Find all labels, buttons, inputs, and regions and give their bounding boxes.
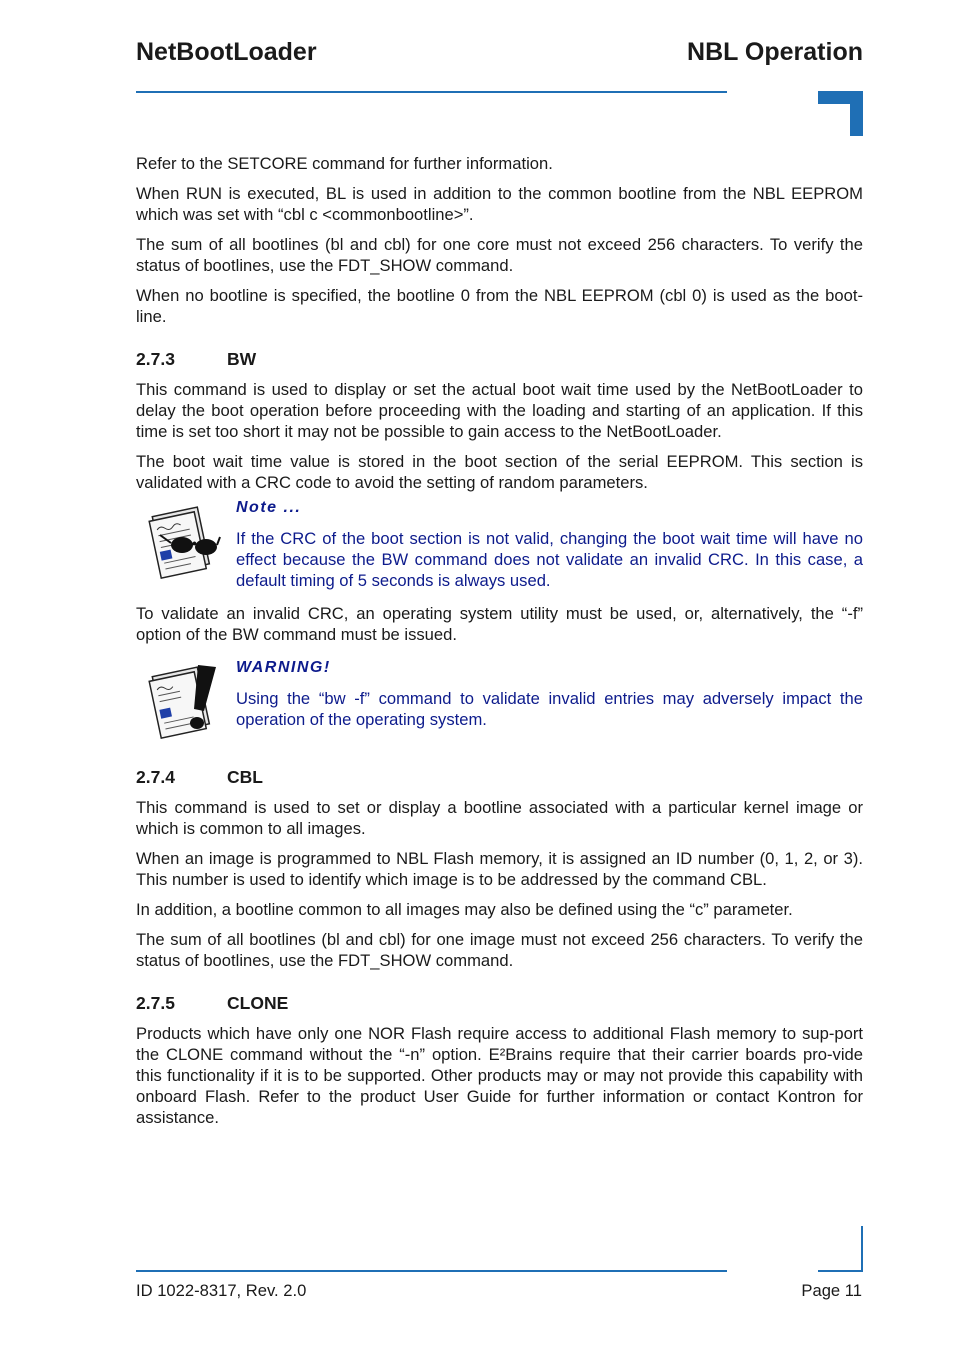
section-heading-bw: [136, 349, 863, 370]
paragraph: This command is used to set or display a bootline associated with a particular kernel image or which is common to all images.: [136, 798, 863, 838]
paragraph: When an image is programmed to NBL Flash memory, it is assigned an ID number (0, 1, 2, or 3). This number is used to identify which image is to be addressed by the command CBL.: [136, 849, 863, 889]
paragraph: The sum of all bootlines (bl and cbl) for one core must not exceed 256 characters. To verify the status of bootlines, use the FDT_SHOW command.: [136, 235, 863, 275]
footer-rule: [136, 1270, 727, 1272]
warning-title: WARNING!: [236, 659, 331, 676]
warning-exclamation-icon: [142, 661, 222, 741]
section-number: 2.7.5: [136, 993, 175, 1013]
note-text: If the CRC of the boot section is not valid, changing the boot wait time will have no effect because the BW command does not validate an invalid CRC. In this case, a default timing of 5 seconds is always used.: [236, 529, 863, 590]
section-title: CLONE: [227, 993, 289, 1013]
corner-mark-top: [818, 91, 863, 136]
page-content: [136, 153, 863, 1137]
warning-callout: [136, 657, 863, 737]
paragraph: The boot wait time value is stored in the boot section of the serial EEPROM. This section is validated with a CRC code to avoid the setting of random parameters.: [136, 452, 863, 492]
footer-doc-id: ID 1022-8317, Rev. 2.0: [136, 1281, 307, 1300]
paragraph: When RUN is executed, BL is used in addition to the common bootline from the NBL EEPROM which was set with “cbl c <commonbootline>”.: [136, 184, 863, 224]
section-heading-cbl: [136, 767, 863, 788]
note-callout: [136, 497, 863, 591]
paragraph: Products which have only one NOR Flash require access to additional Flash memory to sup-port the CLONE command without the “-n” option. E²Brains require that their carrier boards pro-vide this functionality if it is to be supported. Other products may or may not provide this capability with onboard Flash. Refer to the product User Guide for further information or contact Kontron for assistance.: [136, 1024, 863, 1127]
paragraph: This command is used to display or set the actual boot wait time used by the NetBootLoader to delay the boot operation before proceeding with the loading and starting of an application. If this time is set too short it may not be possible to gain access to the NetBootLoader.: [136, 380, 863, 441]
corner-mark-bottom: [818, 1226, 863, 1272]
section-number: 2.7.3: [136, 349, 175, 369]
section-title: BW: [227, 349, 257, 369]
header-rule: [136, 91, 727, 93]
note-glasses-icon: [142, 501, 222, 581]
header-title-right: NBL Operation: [687, 38, 863, 66]
warning-text: Using the “bw -f” command to validate invalid entries may adversely impact the operation of the operating system.: [236, 689, 863, 729]
paragraph: To validate an invalid CRC, an operating system utility must be used, or, alternatively, the “-f” option of the BW command must be issued.: [136, 604, 863, 644]
paragraph: Refer to the SETCORE command for further information.: [136, 154, 553, 173]
section-number: 2.7.4: [136, 767, 175, 787]
paragraph: When no bootline is specified, the bootline 0 from the NBL EEPROM (cbl 0) is used as the boot-line.: [136, 286, 863, 326]
paragraph: The sum of all bootlines (bl and cbl) for one image must not exceed 256 characters. To verify the status of bootlines, use the FDT_SHOW command.: [136, 930, 863, 970]
section-title: CBL: [227, 767, 263, 787]
footer-page-number: Page 11: [801, 1281, 862, 1300]
section-heading-clone: [136, 993, 863, 1014]
note-title: Note ...: [236, 499, 302, 516]
paragraph: In addition, a bootline common to all images may also be defined using the “c” parameter.: [136, 900, 793, 919]
header-title-left: NetBootLoader: [136, 38, 317, 66]
